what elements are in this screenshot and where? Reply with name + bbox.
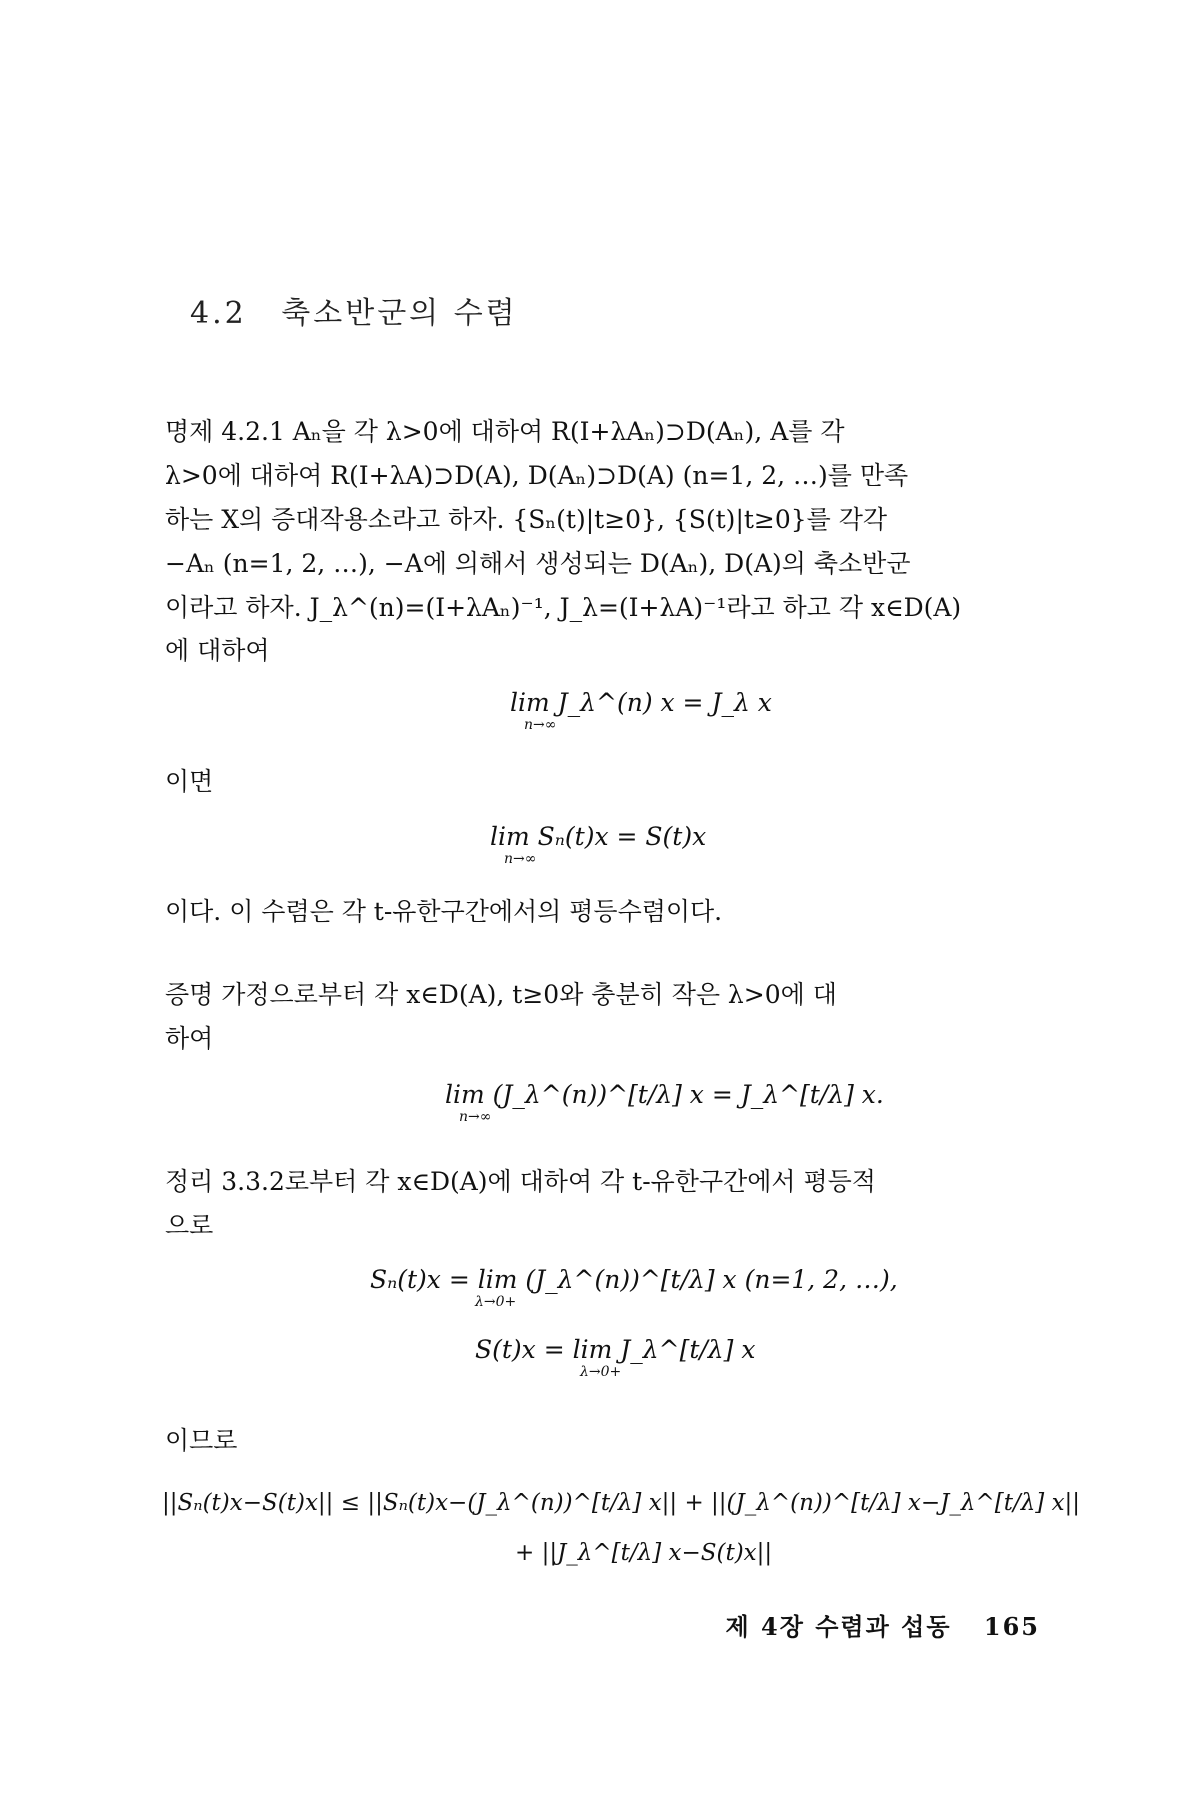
proof-line: 하여 [165,1024,214,1053]
equation-limit-semigroup: lim Sₙ(t)x = S(t)x n→∞ [490,822,707,867]
proof-line: 증명 가정으로부터 각 x∈D(A), t≥0와 충분히 작은 λ>0에 대 [165,980,837,1009]
equation-limit-resolvent: lim J_λ^(n) x = J_λ x n→∞ [510,688,772,733]
proposition-line: 명제 4.2.1 Aₙ을 각 λ>0에 대하여 R(I+λAₙ)⊃D(Aₙ), A를 각 [165,417,845,446]
limit-subscript: n→∞ [459,1109,492,1125]
page-number: 165 [983,1612,1040,1641]
equation-norm-inequality-cont: + ||J_λ^[t/λ] x−S(t)x|| [515,1540,773,1566]
proposition-line: 에 대하여 [165,636,270,665]
section-number: 4.2 [190,296,247,331]
limit-subscript: λ→0+ [580,1364,622,1380]
proposition-line: 이라고 하자. J_λ^(n)=(I+λAₙ)⁻¹, J_λ=(I+λA)⁻¹라고 하고 각 x∈D(A) [165,593,962,622]
conclusion-text: 이다. 이 수렴은 각 t-유한구간에서의 평등수렴이다. [165,897,723,926]
section-heading [190,288,518,332]
chapter-title: 제 4장 수렴과 섭동 [725,1612,952,1641]
proposition-line: 하는 X의 증대작용소라고 하자. {Sₙ(t)|t≥0}, {S(t)|t≥0}를 각각 [165,505,888,534]
limit-subscript: λ→0+ [475,1294,517,1310]
proposition-line: −Aₙ (n=1, 2, …), −A에 의해서 생성되는 D(Aₙ), D(A)의 축소반군 [165,549,911,578]
equation-norm-inequality: ||Sₙ(t)x−S(t)x|| ≤ ||Sₙ(t)x−(J_λ^(n))^[t/λ] x|| + ||(J_λ^(n))^[t/λ] x−J_λ^[t/λ] x|| [162,1490,1081,1516]
limit-subscript: n→∞ [504,851,537,867]
therefore-text: 이므로 [165,1426,238,1455]
limit-subscript: n→∞ [524,717,557,733]
page-footer [725,1607,1040,1642]
theorem-line: 정리 3.3.2로부터 각 x∈D(A)에 대하여 각 t-유한구간에서 평등적 [165,1167,876,1196]
section-title: 축소반군의 수렴 [281,296,518,331]
if-text: 이면 [165,767,214,796]
equation-sn-limit: Sₙ(t)x = lim (J_λ^(n))^[t/λ] x (n=1, 2, …), λ→0+ [370,1265,898,1310]
equation-iterated-limit: lim (J_λ^(n))^[t/λ] x = J_λ^[t/λ] x. n→∞ [445,1080,884,1125]
theorem-line: 으로 [165,1211,214,1240]
equation-s-limit: S(t)x = lim J_λ^[t/λ] x λ→0+ [475,1335,756,1380]
proposition-line: λ>0에 대하여 R(I+λA)⊃D(A), D(Aₙ)⊃D(A) (n=1, 2, …)를 만족 [165,461,909,490]
